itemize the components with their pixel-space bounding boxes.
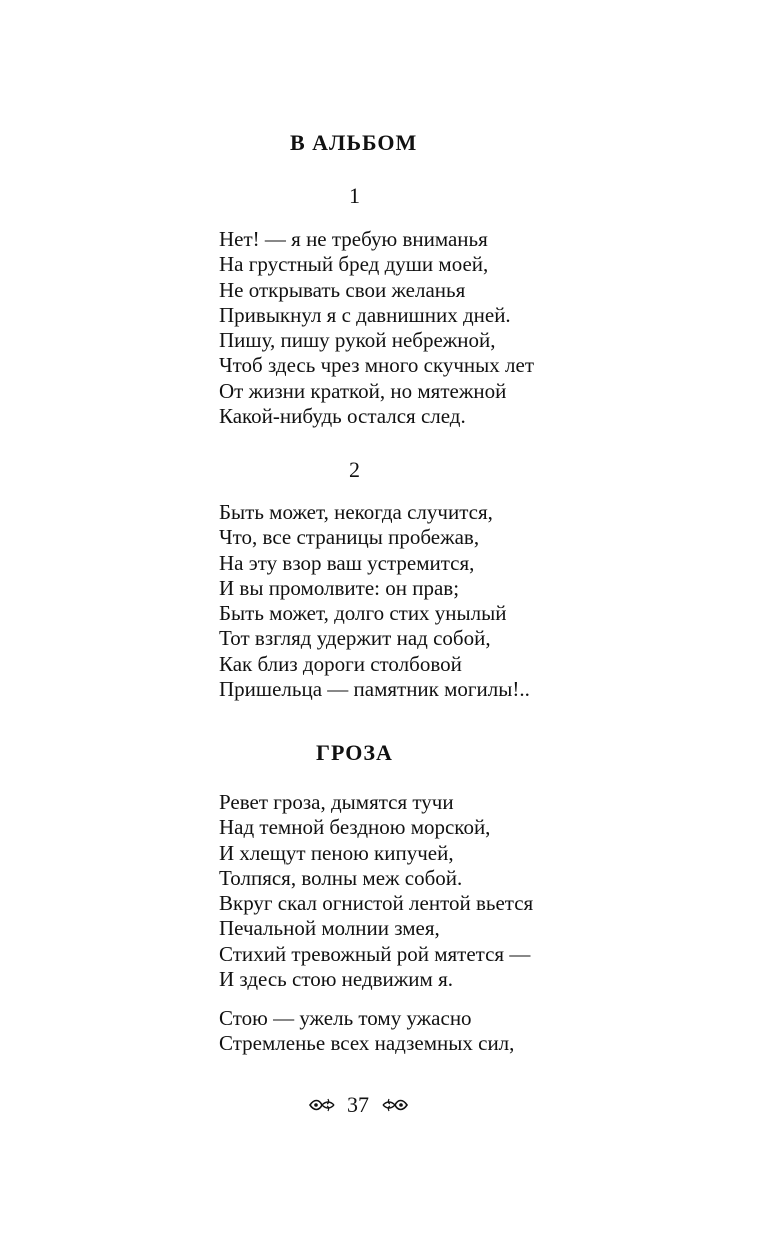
verse-line: Толпяся, волны меж собой. [219,865,463,890]
verse-line: Быть может, долго стих унылый [219,601,507,626]
verse-line: Стою — ужель тому ужасно [219,1006,472,1030]
album-part-1-stanza [219,227,534,429]
verse-line: Не открывать свои желанья [219,277,466,302]
verse-line: И здесь стою недвижим я. [219,967,453,992]
page-folio [0,1090,716,1118]
verse-line: Пишу, пишу рукой небрежной, [219,328,496,353]
fleuron-right-icon [381,1096,409,1114]
verse-line: И вы промолвите: он прав; [219,575,460,600]
verse-line: Тот взгляд удержит над собой, [219,626,491,651]
album-part-2-stanza [219,500,530,702]
fleuron-left-icon [308,1096,336,1114]
groza-stanza-1 [219,790,533,992]
verse-line: На грустный бред души моей, [219,252,489,277]
verse-line: От жизни краткой, но мятежной [219,378,507,403]
verse-line: Чтоб здесь чрез много скучных лет [219,353,534,378]
verse-line: Что, все страницы пробежав, [219,525,480,550]
verse-line: Печальной молнии змея, [219,916,440,941]
verse-line: Быть может, некогда случится, [219,500,493,524]
verse-line: Вкруг скал огнистой лентой вьется [219,891,534,916]
poem-title-groza: ГРОЗА [316,740,393,765]
verse-line: Нет! — я не требую вниманья [219,227,488,251]
verse-line: И хлещут пеною кипучей, [219,840,454,865]
verse-line: Какой-нибудь остался след. [219,404,466,429]
part-number-2: 2 [349,457,360,482]
verse-line: Ревет гроза, дымятся тучи [219,790,454,814]
verse-line: На эту взор ваш устремится, [219,550,475,575]
groza-stanza-2 [219,1006,514,1057]
part-number-1: 1 [349,183,360,208]
verse-line: Над темной бездною морской, [219,815,491,840]
verse-line: Стихий тревожный рой мятется — [219,941,531,966]
page-number: 37 [347,1091,369,1117]
poem-title-album: В АЛЬБОМ [290,130,418,155]
verse-line: Пришельца — памятник могилы!.. [219,677,530,702]
verse-line: Стремленье всех надземных сил, [219,1031,515,1056]
verse-line: Как близ дороги столбовой [219,651,462,676]
verse-line: Привыкнул я с давнишних дней. [219,302,511,327]
